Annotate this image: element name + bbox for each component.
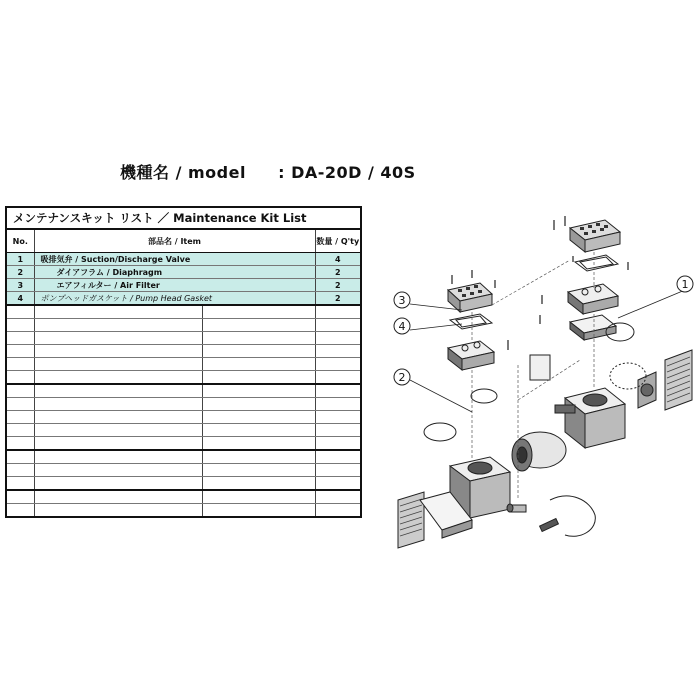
motor bbox=[512, 432, 566, 471]
empty-cell bbox=[6, 424, 34, 437]
empty-cell bbox=[202, 398, 315, 411]
svg-text:2: 2 bbox=[398, 371, 406, 384]
cord-plug bbox=[540, 518, 559, 531]
maintenance-kit-table bbox=[5, 206, 362, 518]
pump-housing-right bbox=[565, 388, 625, 448]
row-item: ポンプヘッドガスケット / Pump Head Gasket bbox=[34, 292, 315, 306]
bracket-small bbox=[530, 355, 550, 380]
empty-table-row bbox=[6, 504, 361, 518]
empty-cell bbox=[34, 464, 202, 477]
empty-cell bbox=[315, 464, 361, 477]
empty-cell bbox=[202, 319, 315, 332]
empty-cell bbox=[315, 371, 361, 385]
valve-body-right bbox=[570, 315, 616, 340]
row-no: 1 bbox=[6, 253, 34, 266]
page-title bbox=[120, 160, 416, 183]
empty-cell bbox=[34, 371, 202, 385]
power-cord bbox=[550, 496, 595, 536]
model-value: : DA-20D / 40S bbox=[278, 163, 416, 182]
empty-cell bbox=[202, 384, 315, 398]
row-qty: 2 bbox=[315, 279, 361, 292]
empty-cell bbox=[315, 305, 361, 319]
empty-cell bbox=[315, 477, 361, 491]
empty-cell bbox=[202, 464, 315, 477]
row-qty: 2 bbox=[315, 266, 361, 279]
empty-cell bbox=[6, 464, 34, 477]
empty-cell bbox=[315, 504, 361, 518]
fan-right bbox=[638, 372, 656, 408]
empty-cell bbox=[202, 477, 315, 491]
empty-table-row bbox=[6, 371, 361, 385]
table-row bbox=[6, 292, 361, 306]
empty-cell bbox=[315, 411, 361, 424]
row-no: 2 bbox=[6, 266, 34, 279]
empty-cell bbox=[34, 358, 202, 371]
empty-table-row bbox=[6, 450, 361, 464]
row-no: 4 bbox=[6, 292, 34, 306]
valve-plate-left bbox=[448, 341, 494, 370]
empty-table-row bbox=[6, 332, 361, 345]
empty-cell bbox=[6, 358, 34, 371]
exploded-parts-diagram bbox=[380, 200, 700, 570]
fitting bbox=[555, 405, 575, 413]
callout-1 bbox=[677, 276, 693, 292]
empty-cell bbox=[202, 424, 315, 437]
callout-3 bbox=[394, 292, 410, 308]
empty-cell bbox=[315, 319, 361, 332]
empty-cell bbox=[34, 437, 202, 451]
empty-table-row bbox=[6, 490, 361, 504]
empty-cell bbox=[6, 450, 34, 464]
gasket-left bbox=[450, 314, 492, 329]
svg-text:3: 3 bbox=[398, 294, 406, 307]
empty-table-row bbox=[6, 358, 361, 371]
empty-cell bbox=[34, 384, 202, 398]
empty-cell bbox=[6, 411, 34, 424]
empty-table-row bbox=[6, 437, 361, 451]
col-header-qty: 数量 / Q'ty bbox=[315, 229, 361, 253]
empty-table-row bbox=[6, 319, 361, 332]
model-label: 機種名 / model bbox=[120, 163, 246, 182]
col-header-no: No. bbox=[6, 229, 34, 253]
connector-tube bbox=[507, 504, 526, 512]
empty-cell bbox=[315, 490, 361, 504]
empty-cell bbox=[315, 332, 361, 345]
table-row bbox=[6, 279, 361, 292]
empty-cell bbox=[202, 345, 315, 358]
table-row bbox=[6, 266, 361, 279]
empty-cell bbox=[6, 437, 34, 451]
svg-text:4: 4 bbox=[398, 320, 406, 333]
row-item: エアフィルター / Air Filter bbox=[34, 279, 315, 292]
row-item: 吸排気弁 / Suction/Discharge Valve bbox=[34, 253, 315, 266]
empty-table-row bbox=[6, 464, 361, 477]
empty-cell bbox=[315, 358, 361, 371]
empty-cell bbox=[202, 490, 315, 504]
empty-cell bbox=[202, 504, 315, 518]
empty-cell bbox=[315, 424, 361, 437]
o-ring-left bbox=[424, 423, 456, 441]
valve-plate-right bbox=[568, 284, 618, 314]
gasket-right bbox=[575, 255, 618, 271]
row-no: 3 bbox=[6, 279, 34, 292]
empty-cell bbox=[6, 305, 34, 319]
empty-cell bbox=[6, 477, 34, 491]
head-cover-right bbox=[570, 220, 620, 252]
empty-cell bbox=[315, 450, 361, 464]
empty-cell bbox=[202, 305, 315, 319]
empty-cell bbox=[202, 411, 315, 424]
empty-cell bbox=[6, 398, 34, 411]
empty-cell bbox=[6, 345, 34, 358]
empty-cell bbox=[202, 450, 315, 464]
empty-cell bbox=[6, 504, 34, 518]
empty-table-row bbox=[6, 305, 361, 319]
empty-cell bbox=[34, 504, 202, 518]
empty-cell bbox=[315, 384, 361, 398]
empty-cell bbox=[6, 332, 34, 345]
row-item: ダイアフラム / Diaphragm bbox=[34, 266, 315, 279]
empty-cell bbox=[202, 358, 315, 371]
empty-table-row bbox=[6, 384, 361, 398]
empty-cell bbox=[34, 424, 202, 437]
empty-cell bbox=[6, 319, 34, 332]
empty-cell bbox=[6, 490, 34, 504]
empty-cell bbox=[34, 477, 202, 491]
head-cover-left bbox=[448, 283, 492, 312]
empty-cell bbox=[315, 345, 361, 358]
empty-cell bbox=[34, 490, 202, 504]
col-header-item: 部品名 / Item bbox=[34, 229, 315, 253]
empty-cell bbox=[6, 384, 34, 398]
callout-4 bbox=[394, 318, 410, 334]
callout-2 bbox=[394, 369, 410, 385]
empty-cell bbox=[6, 371, 34, 385]
empty-cell bbox=[34, 319, 202, 332]
table-caption: メンテナンスキット リスト ／ Maintenance Kit List bbox=[6, 207, 361, 229]
empty-cell bbox=[34, 305, 202, 319]
empty-cell bbox=[34, 450, 202, 464]
empty-table-row bbox=[6, 477, 361, 491]
row-qty: 4 bbox=[315, 253, 361, 266]
empty-cell bbox=[34, 411, 202, 424]
fan-grille-right bbox=[665, 350, 692, 410]
empty-cell bbox=[34, 398, 202, 411]
empty-cell bbox=[34, 332, 202, 345]
empty-cell bbox=[202, 332, 315, 345]
empty-cell bbox=[202, 437, 315, 451]
empty-cell bbox=[315, 437, 361, 451]
diaphragm-left bbox=[471, 389, 497, 403]
empty-cell bbox=[315, 398, 361, 411]
svg-text:1: 1 bbox=[681, 278, 689, 291]
table-row bbox=[6, 253, 361, 266]
empty-table-row bbox=[6, 424, 361, 437]
empty-table-row bbox=[6, 398, 361, 411]
empty-cell bbox=[34, 345, 202, 358]
empty-table-row bbox=[6, 345, 361, 358]
empty-table-row bbox=[6, 411, 361, 424]
row-qty: 2 bbox=[315, 292, 361, 306]
empty-cell bbox=[202, 371, 315, 385]
